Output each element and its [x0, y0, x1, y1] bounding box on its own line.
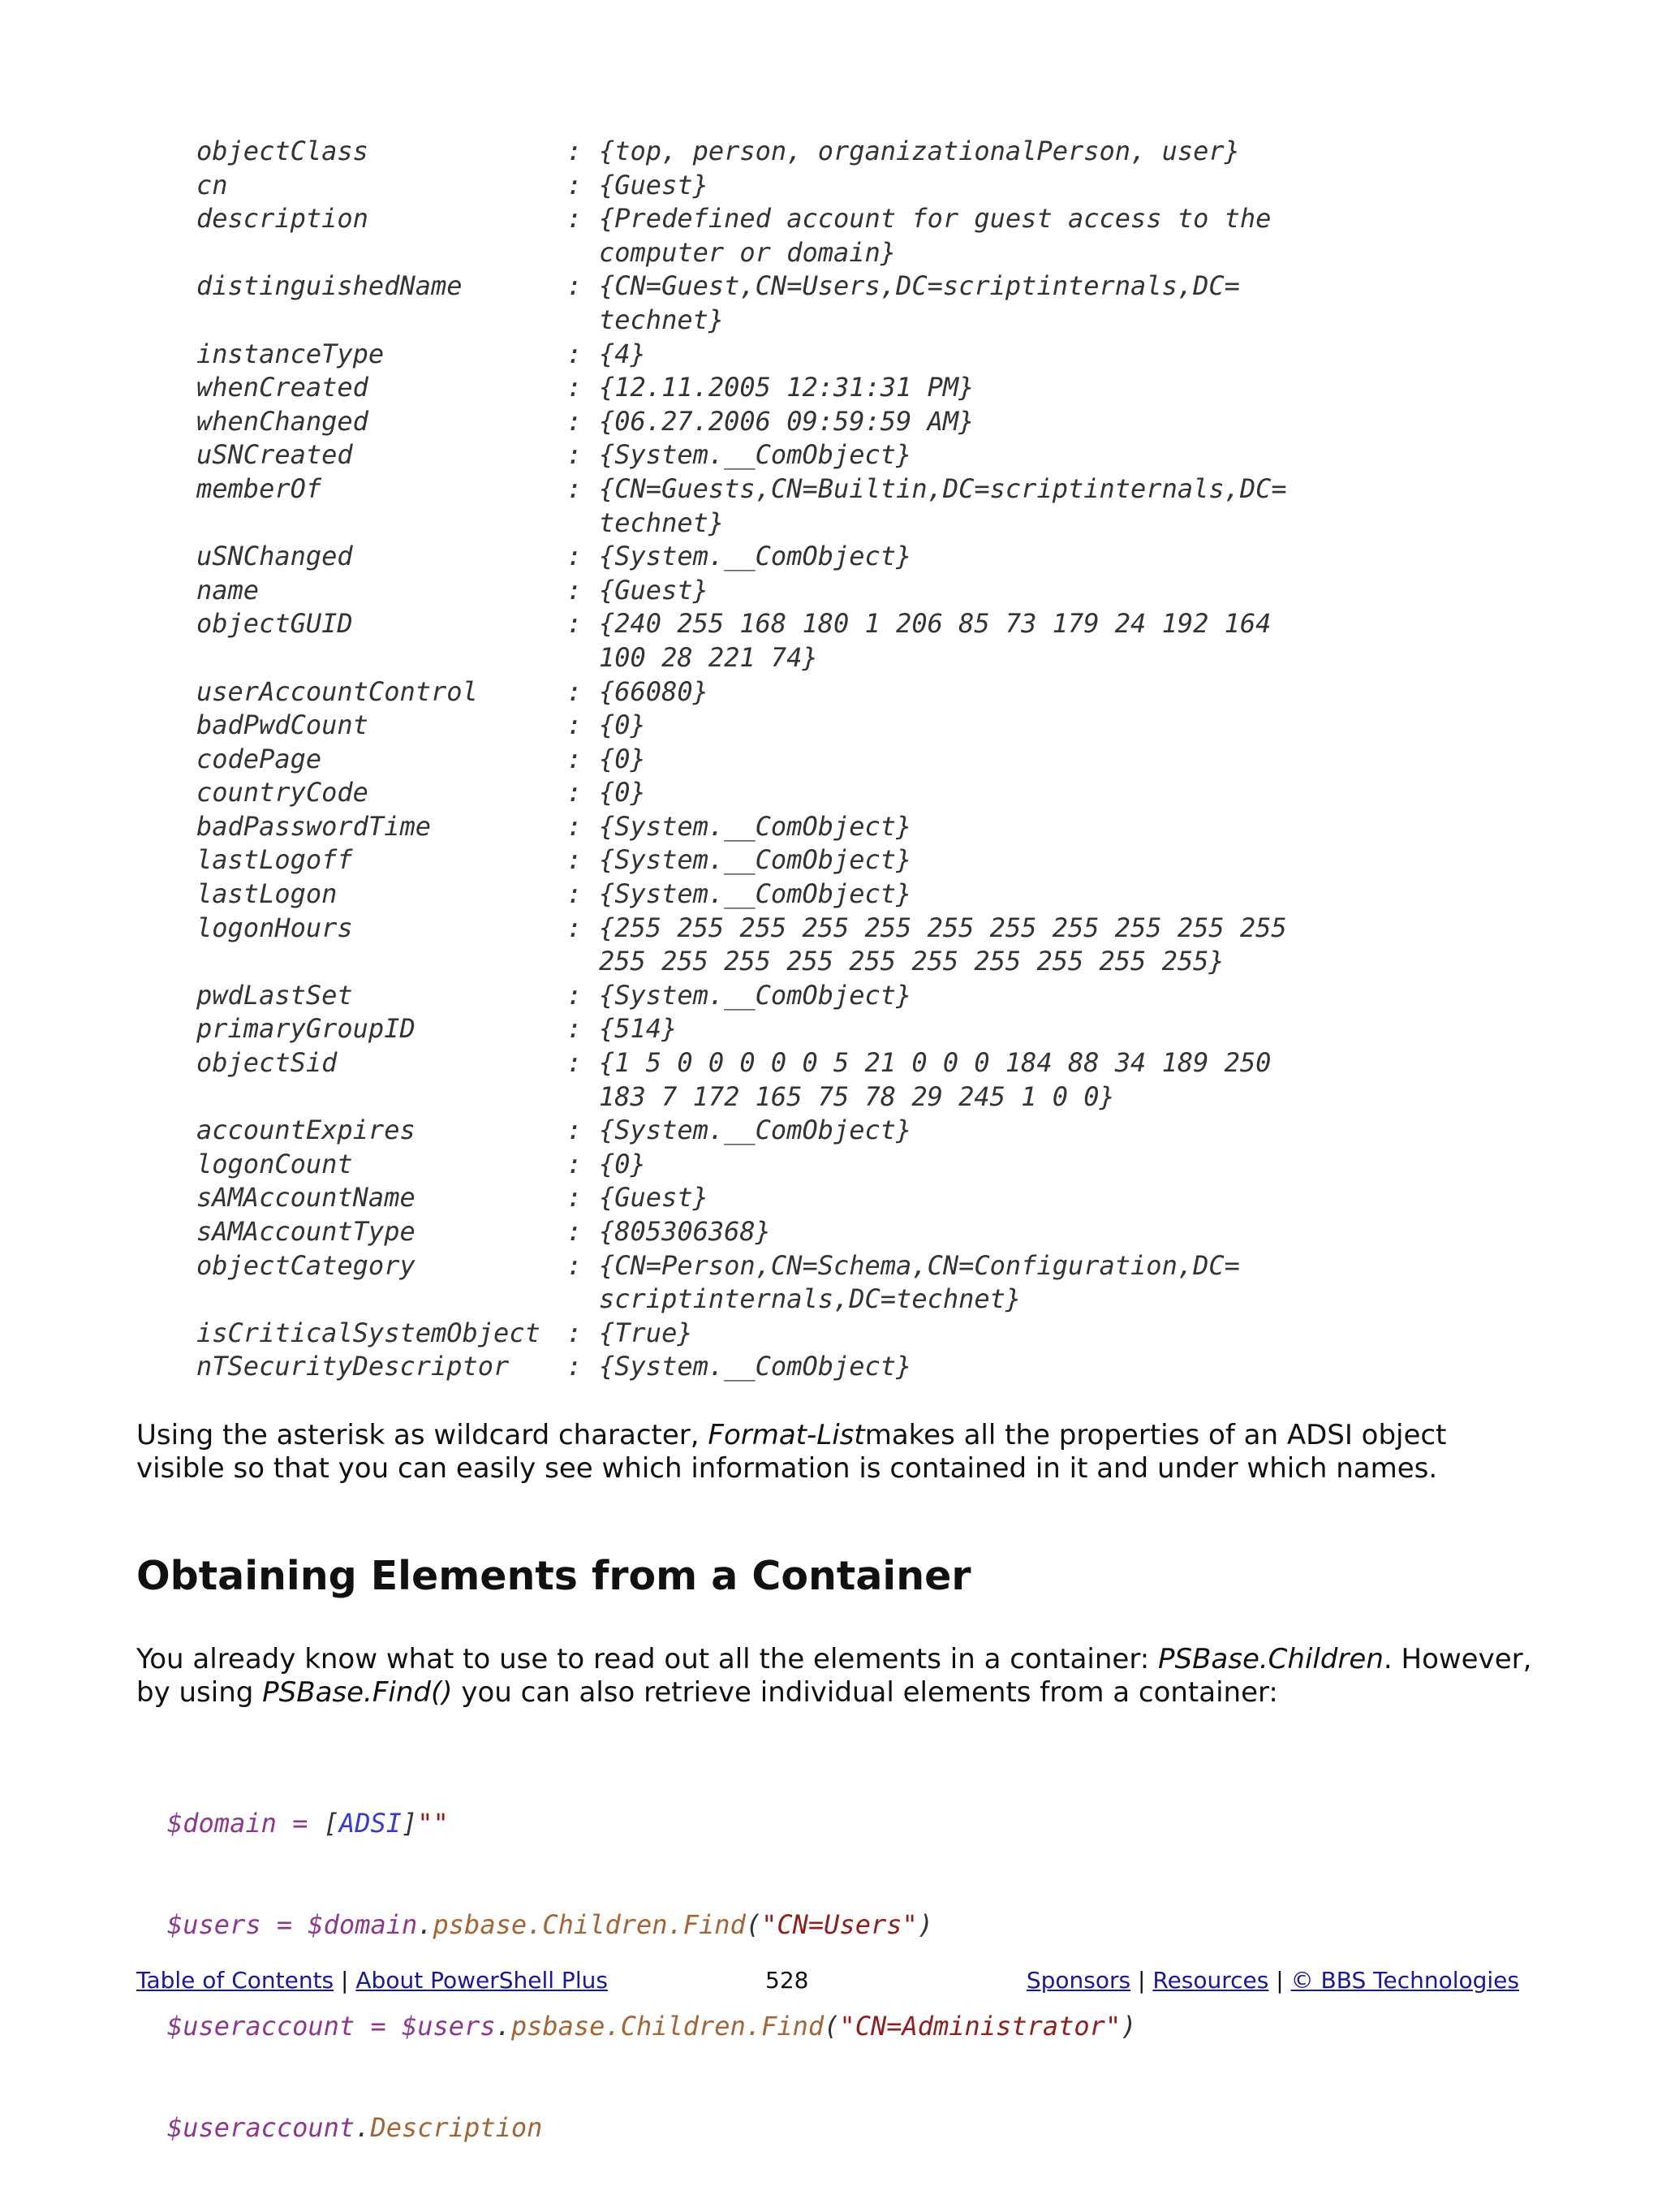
code-method: Description	[370, 2111, 543, 2143]
property-row	[196, 338, 1287, 372]
property-name: whenCreated	[196, 372, 368, 403]
property-listing	[196, 135, 1287, 1384]
property-value	[599, 405, 974, 439]
footer-left-links	[136, 1963, 608, 1999]
table-of-contents-link[interactable]: Table of Contents	[136, 1967, 334, 1994]
property-value	[599, 1215, 771, 1249]
code-line-4	[167, 2111, 1136, 2145]
property-value-line: {4}	[599, 338, 646, 369]
property-separator: :	[566, 1148, 583, 1179]
property-row	[196, 540, 1287, 574]
footer-right-links	[1027, 1963, 1519, 1999]
property-value-line: technet}	[599, 304, 725, 335]
property-row	[196, 843, 1287, 877]
property-value	[599, 877, 911, 912]
property-name: name	[196, 574, 260, 606]
property-value	[599, 1317, 693, 1351]
property-row	[196, 169, 1287, 203]
property-value-line: {top, person, organizationalPerson, user}	[599, 136, 1240, 166]
property-separator: :	[566, 608, 583, 640]
property-value-line: {CN=Guest,CN=Users,DC=scriptinternals,DC=	[599, 270, 1240, 302]
property-separator: :	[566, 372, 583, 403]
property-value	[599, 912, 1287, 979]
property-name: sAMAccountType	[196, 1216, 416, 1247]
property-value-line: {12.11.2005 12:31:31 PM}	[599, 372, 975, 403]
property-separator: :	[566, 1047, 583, 1079]
property-separator: :	[566, 979, 583, 1011]
property-value-line: {Guest}	[599, 574, 708, 606]
property-separator: :	[566, 912, 583, 943]
footer-separator: |	[341, 1967, 349, 1994]
property-value-line: computer or domain}	[599, 236, 897, 268]
code-operator: =	[276, 1808, 324, 1839]
property-separator: :	[566, 472, 583, 504]
property-name: lastLogon	[196, 878, 338, 910]
property-name: distinguishedName	[196, 270, 463, 302]
property-name: cn	[196, 169, 228, 201]
property-value-line: {805306368}	[599, 1216, 771, 1247]
property-value	[599, 675, 708, 709]
property-value	[599, 438, 911, 472]
property-value-line: {06.27.2006 09:59:59 AM}	[599, 405, 975, 437]
emphasis-format-list: Format-List	[708, 1419, 865, 1451]
property-separator: :	[566, 338, 583, 369]
code-dot: .	[495, 2010, 511, 2042]
code-string: "CN=Users"	[761, 1908, 918, 1940]
property-value-line: technet}	[599, 507, 725, 538]
property-name: lastLogoff	[196, 844, 353, 876]
paragraph-text: makes all the properties of an ADSI object visible so that you can easily see which information is contained in it and under which names.	[136, 1419, 1447, 1485]
property-value-line: {Predefined account for guest access to the	[599, 203, 1272, 235]
property-value-line: {Guest}	[599, 1182, 708, 1214]
property-name: instanceType	[196, 338, 385, 369]
property-value	[599, 202, 1271, 269]
property-value	[599, 472, 1287, 540]
property-name: sAMAccountName	[196, 1182, 416, 1214]
property-row	[196, 135, 1287, 169]
code-variable: $users	[167, 1908, 261, 1940]
property-value-line: {0}	[599, 709, 646, 741]
property-value-line: {0}	[599, 743, 646, 774]
paragraph-format-list	[136, 1419, 1532, 1485]
property-value-line: {True}	[599, 1317, 693, 1348]
property-row	[196, 912, 1287, 979]
property-value	[599, 135, 1240, 169]
property-separator: :	[566, 1351, 583, 1382]
property-separator: :	[566, 878, 583, 910]
property-value-line: {System.__ComObject}	[599, 1351, 912, 1382]
property-row	[196, 371, 1287, 405]
property-separator: :	[566, 1013, 583, 1045]
code-dot: .	[417, 1908, 433, 1940]
property-value-line: {System.__ComObject}	[599, 1115, 912, 1146]
property-value-line: {System.__ComObject}	[599, 979, 912, 1011]
property-name: codePage	[196, 743, 322, 774]
code-line-1	[167, 1807, 1136, 1841]
code-variable: $useraccount	[167, 2010, 355, 2042]
property-name: pwdLastSet	[196, 979, 353, 1011]
paragraph-text: You already know what to use to read out all the elements in a container:	[136, 1643, 1158, 1675]
property-name: accountExpires	[196, 1115, 416, 1146]
code-bracket: [	[323, 1808, 339, 1839]
property-row	[196, 675, 1287, 709]
property-name: objectSid	[196, 1047, 338, 1079]
property-name: countryCode	[196, 777, 368, 808]
footer-separator: |	[1276, 1967, 1284, 1994]
property-value	[599, 269, 1240, 337]
code-type: ADSI	[338, 1808, 402, 1839]
property-value	[599, 1181, 708, 1215]
property-row	[196, 607, 1287, 675]
property-name: description	[196, 203, 368, 235]
property-separator: :	[566, 709, 583, 741]
property-value-line: {Guest}	[599, 169, 708, 201]
property-value-line: {System.__ComObject}	[599, 878, 912, 910]
code-variable: $useraccount	[167, 2111, 355, 2143]
sponsors-link[interactable]: Sponsors	[1026, 1967, 1131, 1994]
property-row	[196, 405, 1287, 439]
property-value	[599, 607, 1271, 675]
property-name: primaryGroupID	[196, 1013, 416, 1045]
code-string: "CN=Administrator"	[839, 2010, 1122, 2042]
property-separator: :	[566, 675, 583, 707]
property-name: uSNCreated	[196, 439, 353, 471]
property-value-line: {255 255 255 255 255 255 255 255 255 255 255	[599, 912, 1287, 943]
property-value	[599, 1148, 646, 1182]
code-variable: $domain	[308, 1908, 418, 1940]
property-value	[599, 1350, 911, 1384]
property-value-line: {System.__ComObject}	[599, 810, 912, 842]
property-separator: :	[566, 405, 583, 437]
code-paren: )	[917, 1908, 934, 1940]
code-operator: =	[260, 1908, 308, 1940]
page-footer	[136, 1963, 1519, 1999]
property-value-line: scriptinternals,DC=technet}	[599, 1283, 1022, 1315]
paragraph-text: . However, by using	[136, 1643, 1532, 1709]
code-paren: (	[824, 2010, 840, 2042]
property-separator: :	[566, 439, 583, 471]
paragraph-find	[136, 1643, 1532, 1710]
property-separator: :	[566, 541, 583, 572]
property-value	[599, 1114, 911, 1148]
property-row	[196, 472, 1287, 540]
property-name: objectClass	[196, 136, 368, 166]
property-row	[196, 1249, 1287, 1317]
paragraph-text: you can also retrieve individual elements from a container:	[452, 1676, 1278, 1709]
section-heading: Obtaining Elements from a Container	[136, 1553, 971, 1599]
code-variable: $users	[401, 2010, 496, 2042]
footer-separator: |	[1138, 1967, 1146, 1994]
property-name: logonCount	[196, 1148, 353, 1179]
property-row	[196, 776, 1287, 810]
property-value	[599, 1012, 677, 1046]
property-value	[599, 743, 646, 777]
code-method: psbase.Children.Find	[433, 1908, 746, 1940]
property-value-line: {240 255 168 180 1 206 85 73 179 24 192 164	[599, 608, 1272, 640]
property-value-line: {0}	[599, 1148, 646, 1179]
emphasis-children: PSBase.Children	[1157, 1643, 1384, 1675]
code-paren: (	[745, 1908, 762, 1940]
paragraph-text: Using the asterisk as wildcard character,	[136, 1419, 708, 1451]
property-row	[196, 743, 1287, 777]
property-separator: :	[566, 777, 583, 808]
property-name: memberOf	[196, 472, 322, 504]
property-value	[599, 169, 708, 203]
property-separator: :	[566, 1115, 583, 1146]
property-separator: :	[566, 1216, 583, 1247]
property-name: userAccountControl	[196, 675, 478, 707]
property-separator: :	[566, 1182, 583, 1214]
property-separator: :	[566, 574, 583, 606]
code-operator: =	[355, 2010, 402, 2042]
property-row	[196, 438, 1287, 472]
about-powershell-plus-link[interactable]: About PowerShell Plus	[355, 1967, 608, 1994]
property-separator: :	[566, 743, 583, 774]
property-name: objectCategory	[196, 1249, 416, 1281]
property-name: badPwdCount	[196, 709, 368, 741]
property-value-line: {CN=Person,CN=Schema,CN=Configuration,DC=	[599, 1249, 1240, 1281]
property-name: uSNChanged	[196, 541, 353, 572]
property-separator: :	[566, 169, 583, 201]
property-name: logonHours	[196, 912, 353, 943]
property-separator: :	[566, 136, 583, 166]
property-value	[599, 1249, 1240, 1317]
code-method: psbase.Children.Find	[510, 2010, 825, 2042]
property-separator: :	[566, 810, 583, 842]
property-value-line: {1 5 0 0 0 0 0 5 21 0 0 0 184 88 34 189 250	[599, 1047, 1272, 1079]
property-separator: :	[566, 1317, 583, 1348]
property-row	[196, 979, 1287, 1013]
property-value	[599, 810, 911, 844]
code-line-2	[167, 1908, 1136, 1943]
property-separator: :	[566, 270, 583, 302]
code-dot: .	[355, 2111, 371, 2143]
property-separator: :	[566, 203, 583, 235]
property-row	[196, 1181, 1287, 1215]
property-row	[196, 1350, 1287, 1384]
property-value-line: {System.__ComObject}	[599, 844, 912, 876]
property-value-line: {System.__ComObject}	[599, 439, 912, 471]
code-string: ""	[417, 1808, 449, 1839]
property-value	[599, 574, 708, 608]
page-number: 528	[765, 1967, 809, 1994]
bbs-technologies-link[interactable]: © BBS Technologies	[1290, 1967, 1519, 1994]
property-row	[196, 1215, 1287, 1249]
property-value-line: {0}	[599, 777, 646, 808]
property-row	[196, 574, 1287, 608]
property-name: badPasswordTime	[196, 810, 431, 842]
property-value	[599, 979, 911, 1013]
property-separator: :	[566, 844, 583, 876]
property-row	[196, 269, 1287, 337]
property-row	[196, 709, 1287, 743]
property-row	[196, 1317, 1287, 1351]
property-separator: :	[566, 1249, 583, 1281]
property-value-line: {66080}	[599, 675, 708, 707]
property-name: whenChanged	[196, 405, 368, 437]
property-row	[196, 1012, 1287, 1046]
property-name: nTSecurityDescriptor	[196, 1351, 510, 1382]
property-value	[599, 371, 974, 405]
property-row	[196, 877, 1287, 912]
property-value-line: {514}	[599, 1013, 678, 1045]
property-value-line: {System.__ComObject}	[599, 541, 912, 572]
code-variable: $domain	[167, 1808, 277, 1839]
property-value-line: 183 7 172 165 75 78 29 245 1 0 0}	[599, 1080, 1115, 1112]
code-line-3	[167, 2010, 1136, 2044]
property-name: objectGUID	[196, 608, 353, 640]
resources-link[interactable]: Resources	[1152, 1967, 1269, 1994]
property-value	[599, 540, 911, 574]
property-value	[599, 843, 911, 877]
emphasis-find: PSBase.Find()	[262, 1676, 453, 1709]
code-bracket: ]	[401, 1808, 418, 1839]
property-value-line: 100 28 221 74}	[599, 641, 818, 673]
property-row	[196, 810, 1287, 844]
property-row	[196, 202, 1287, 269]
property-value-line: {CN=Guests,CN=Builtin,DC=scriptinternals,DC=	[599, 472, 1287, 504]
property-value	[599, 709, 646, 743]
property-row	[196, 1148, 1287, 1182]
property-name: isCriticalSystemObject	[196, 1317, 540, 1348]
property-value	[599, 776, 646, 810]
property-value-line: 255 255 255 255 255 255 255 255 255 255}	[599, 946, 1225, 977]
property-value	[599, 1046, 1271, 1114]
code-paren: )	[1121, 2010, 1137, 2042]
property-row	[196, 1046, 1287, 1114]
property-value	[599, 338, 646, 372]
property-row	[196, 1114, 1287, 1148]
